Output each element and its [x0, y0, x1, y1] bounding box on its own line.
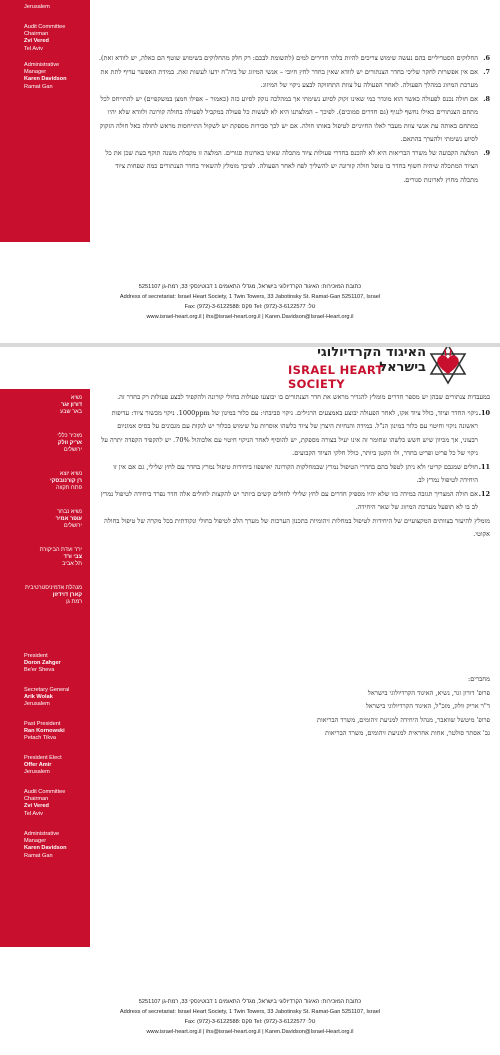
item-number: 10.: [478, 408, 490, 417]
sidebar-entry-en: [0, 831, 90, 860]
sidebar-entry-en: [0, 789, 90, 818]
list-item: [98, 407, 490, 461]
sidebar-city: Jerusalem: [24, 4, 50, 10]
footer-address-en: Address of secretariat: Israel Heart Society, 1 Twin Towers, 33 Jabotinsky St. Ramat-Gan 5251107, Israel: [119, 1009, 381, 1015]
sidebar-name: רן קורנובסקי: [50, 478, 82, 485]
sidebar-name: עופר אמיר: [55, 516, 82, 523]
sidebar-name: Ran Kornowski: [24, 728, 65, 735]
society-logo: [288, 347, 468, 389]
sidebar-city: Tel Aviv: [24, 45, 43, 52]
item-text: חולים שמגבם קריטי ולא ניתן לטפל בהם בחדרי הטיפול נמרץ שבמחלקות הקורונה יאושפזו ביחידות טיפול נמרץ בחדר עם לחץ שלילי, גם אם אין זו היחידה לטיפול נמרץ לב.: [113, 462, 478, 484]
author-line: פרופ' מיטשל שוואבר, מנהל היחידה למניעת זיהומים, משרד הבריאות: [317, 715, 490, 724]
author-line: פרופ' דורון זגר, נשיא, האיגוד הקרדיולוגי בישראל: [367, 688, 490, 697]
sidebar-role: President: [24, 653, 48, 659]
author-line: גב' אסתר סולטר, אחות אחראית למניעת זיהומים, משרד הבריאות: [325, 729, 490, 737]
item-number: 8.: [483, 94, 490, 103]
sidebar-entry-en: [0, 721, 90, 743]
list-item: [98, 52, 490, 66]
sidebar-name: צבי ורד: [63, 554, 82, 561]
sidebar-city: Jerusalem: [24, 769, 50, 776]
sidebar-name: Zvi Vered: [24, 38, 49, 45]
sidebar-name: דורון זגר: [61, 402, 82, 409]
footer-web: www.israel-heart.org.il | ihs@israel-heart.org.il | Karen.Davidson@Israel-Heart.org.il: [146, 314, 354, 320]
sidebar-city: Ramat Gan: [24, 83, 53, 90]
list-item: [98, 147, 490, 188]
sidebar-entry-he: [0, 433, 90, 455]
sidebar-role: Administrative: [24, 62, 60, 68]
footer-address-he: כתובת המזכירות: האיגוד הקרדיולוגי בישראל, מגדלי התאומים 1 דבוטינסקי 33, רמת-גן 5251107: [138, 284, 362, 290]
sidebar-entry-he: [0, 509, 90, 531]
sidebar-name: Karen Davidson: [24, 76, 67, 83]
sidebar-entry-he: [0, 585, 90, 607]
sidebar-entry-he: [0, 395, 90, 417]
sidebar-role: Chairman: [24, 796, 49, 803]
footer-contact: Fax: (972)-3-6122588: פקס Tel: (972)-3-6122577 :טל: [184, 1019, 316, 1025]
sidebar-entry: [0, 62, 90, 91]
sidebar-role: נשיא: [70, 395, 82, 401]
sidebar-city: Jerusalem: [24, 701, 50, 708]
sidebar-role: Manager: [24, 69, 47, 76]
document-page-2: [0, 347, 500, 1055]
item-number: 9.: [483, 148, 490, 157]
sidebar-city: תל אביב: [62, 561, 82, 568]
sidebar-entry-en: [0, 687, 90, 709]
sidebar-role: Chairman: [24, 31, 49, 38]
sidebar-entry-en: [0, 755, 90, 777]
sidebar-city: Tel Aviv: [24, 810, 43, 817]
sidebar-city: ירושלים: [63, 523, 82, 530]
list-item: [98, 66, 490, 93]
sidebar-role: President Elect: [24, 755, 62, 761]
logo-text-en: ISRAEL HEART SOCIETY: [288, 363, 384, 391]
sidebar-role: יו"ר ועדת הביקורת: [39, 547, 82, 553]
sidebar-name: אריק וולק: [57, 440, 82, 447]
page-footer: [60, 997, 440, 1037]
list-item: [98, 93, 490, 147]
sidebar-role: Secretary General: [24, 687, 70, 693]
item-number: 11.: [478, 462, 490, 471]
sidebar-city: באר שבע: [60, 409, 82, 416]
logo-text-he: האיגוד הקרדיולוגי בישראל: [317, 347, 426, 375]
author-line: ד"ר אריק וולק, מזכ"ל, האיגוד הקרדיולוגי בישראל: [365, 702, 490, 710]
item-number: 6.: [483, 54, 490, 62]
footer-web: www.israel-heart.org.il | ihs@israel-heart.org.il | Karen.Davidson@Israel-Heart.org.il: [146, 1029, 354, 1035]
sidebar-entry-he: [0, 471, 90, 493]
sidebar-name: Karen Davidson: [24, 845, 67, 852]
document-page-1: [0, 0, 500, 345]
sidebar-entry: [0, 4, 90, 11]
sidebar-entry: [0, 24, 90, 53]
sidebar-city: Be'er Sheva: [24, 667, 55, 674]
sidebar-officers: [0, 389, 90, 947]
sidebar-name: Offer Amir: [24, 762, 52, 769]
sidebar-role: נשיא יוצא: [59, 471, 82, 477]
sidebar-role: Manager: [24, 838, 47, 845]
item-text: ניקוי החדר וציוד, כולל ציוד אקו, לאחר הפעולה יבוצע באמצעים הרגילים. ניקוי סביבתי: עם כלור במינון של 1000ppm. ניקוי מכשור ציוד: עדיפות ראשונה ניקוי וחיטוי עם כלור במינון הנ"ל. במידה והנחיות היצרן של ציוד כלשהו אוסרות על שימוש בכלור יש לנקות עם מגבונים על בסיס אמוניום רבעוני, אך מכיוון שיש חשש כלשהו שחומר זה אינו יעיל בצורה מספקת, יש להוסיף לאחר הניקוי חיטוי עם אלכוהול 70%. יש להקפיד הקפדה יתרה על ניקוי של כל פריט ופריט בחדר, ולו הקטן ביותר, כולל חלקי הציוד הקבועים.: [101, 408, 478, 457]
sidebar-role: מנהלת אדמיניסטרטיבית: [25, 585, 82, 591]
item-text: החלוקים הסטריליים בהם נעשה שימוש צריכים להיות בלתי חדירים למים (לתשומת לבכם: רק חלק מהחלוקים בשימוש שוטף הם כאלה, יש לוודא זאת).: [98, 54, 478, 62]
sidebar-officers: [0, 0, 90, 242]
sidebar-role: Audit Committee: [24, 24, 66, 30]
sidebar-name: Arik Wolak: [24, 694, 53, 701]
sidebar-name: Doron Zahger: [24, 660, 61, 667]
document-body: [98, 52, 490, 187]
closing-paragraph: מומלץ להיעזר בצוותים המקצועיים של היחידות לטיפול במחלות זיהומיות בתכנון הערכות של מערך הלב לטיפול בחולי ונקודתית בכל מקרה של טיפול בחולה אקוטי.: [104, 516, 490, 538]
sidebar-role: Past President: [24, 721, 61, 727]
footer-contact: Fax: (972)-3-6122588: פקס Tel: (972)-3-6122577 :טל: [184, 304, 316, 310]
sidebar-city: ירושלים: [63, 447, 82, 454]
sidebar-city: פתח תקווה: [55, 485, 82, 492]
sidebar-role: Administrative: [24, 831, 60, 837]
sidebar-city: Petach Tikva: [24, 735, 57, 742]
item-text: המלצה הקבועה של משרד הבריאות היא לא להכנס בחדרי פעולות ציוד מתכלה שאינו בארונות סגורים. המלצה זו מקבלת משנה תוקף בעת שכן את כל הציוד המתכלה שיהיה חשוף בחדר בו טופל חולה קורונה יש להשליך לפח לאחר הפעולה. לפיכך מומלץ להשאיר בחדר הצנתורים כמה שפחות ציוד מתכלה מחוץ לארונות סגורים.: [105, 148, 478, 184]
sidebar-name: Zvi Vered: [24, 803, 49, 810]
sidebar-role: נשיא נבחר: [57, 509, 82, 515]
document-body: [98, 391, 490, 544]
sidebar-role: Audit Committee: [24, 789, 66, 795]
item-text: אם חולה נכנס לפעולה כאשר הוא מוגדר כמי שאינו זקוק לסיוע נשימתי אך במהלכה נזקק לסיוע כזה (כאמור – אפילו חמצן במשקפיים) יש להתייחס לכל מתחם הצנתורים כאילו נחשף לנגיף (גם חדרים סמוכים). לפיכך – המלצתנו היא לא לעשות כל פעולה במקביל לפעולה בחולה קורונה ולוודא שלא יהיו במתחם באותה עת אנשי צוות מעבר לאלו החיוניים לטיפול באותו חולה. אם יש לכך סבירות מספקת יש לשקול התייחסות מראש לחולה כאל חולה הזקוק לסיוע נשימתי ולהערך בהתאם.: [99, 94, 478, 143]
sidebar-city: Ramat Gan: [24, 852, 53, 859]
footer-address-he: כתובת המזכירות: האיגוד הקרדיולוגי בישראל, מגדלי התאומים 1 דבוטינסקי 33, רמת-גן 5251107: [138, 999, 362, 1005]
sidebar-entry-en: [0, 653, 90, 675]
sidebar-entry-he: [0, 547, 90, 569]
item-text: אם חולה המצריך תגובה במידה כזו שלא יהיו מספיק חדרים עם לחץ שלילי לחולים קשים ביותר יש להקצות לחולים אלה חדר נפרד ביחידה לטיפול נמרץ לב בו לא תופעל מערכת המיזוג של שאר היחידה.: [100, 489, 478, 511]
sidebar-role: מזכיר כללי: [57, 433, 82, 439]
authors-title: מחברים:: [468, 675, 490, 683]
item-number: 7.: [483, 67, 490, 76]
item-text: אם אין אפשרות לחקר שליכי בחדר הצנתורים יש לוודא שאין בחדר לחץ חיובי – אנשי המיזוג של ביה"ח ידעו לעשות זאת. במידת האפשר עדיף לתת את מערכת המיזוג במהלך הפעולה. לאחר הפעולה על צוות התחזוקה לבצע ניקוי של המיזוג.: [100, 67, 478, 89]
sidebar-city: רמת גן: [66, 599, 82, 606]
footer-address-en: Address of secretariat: Israel Heart Society, 1 Twin Towers, 33 Jabotinsky St. Ramat-Gan 5251107, Israel: [119, 294, 381, 300]
heart-star-icon: [428, 347, 468, 385]
list-item: [98, 488, 490, 515]
list-item: [98, 461, 490, 488]
authors-block: [98, 673, 490, 741]
sidebar-name: קארן דוידזון: [52, 592, 82, 599]
intro-paragraph: במעבדות צנתורים שבהן יש מספר חדרים מומלץ להגדיר מראש את חדר הצנתורים בו יבוצעו פעולות בחולי קורונה ולהקפיד לבצע פעולות רק בחדר זה.: [117, 393, 490, 401]
item-number: 12.: [478, 489, 490, 498]
page-footer: [60, 282, 440, 322]
